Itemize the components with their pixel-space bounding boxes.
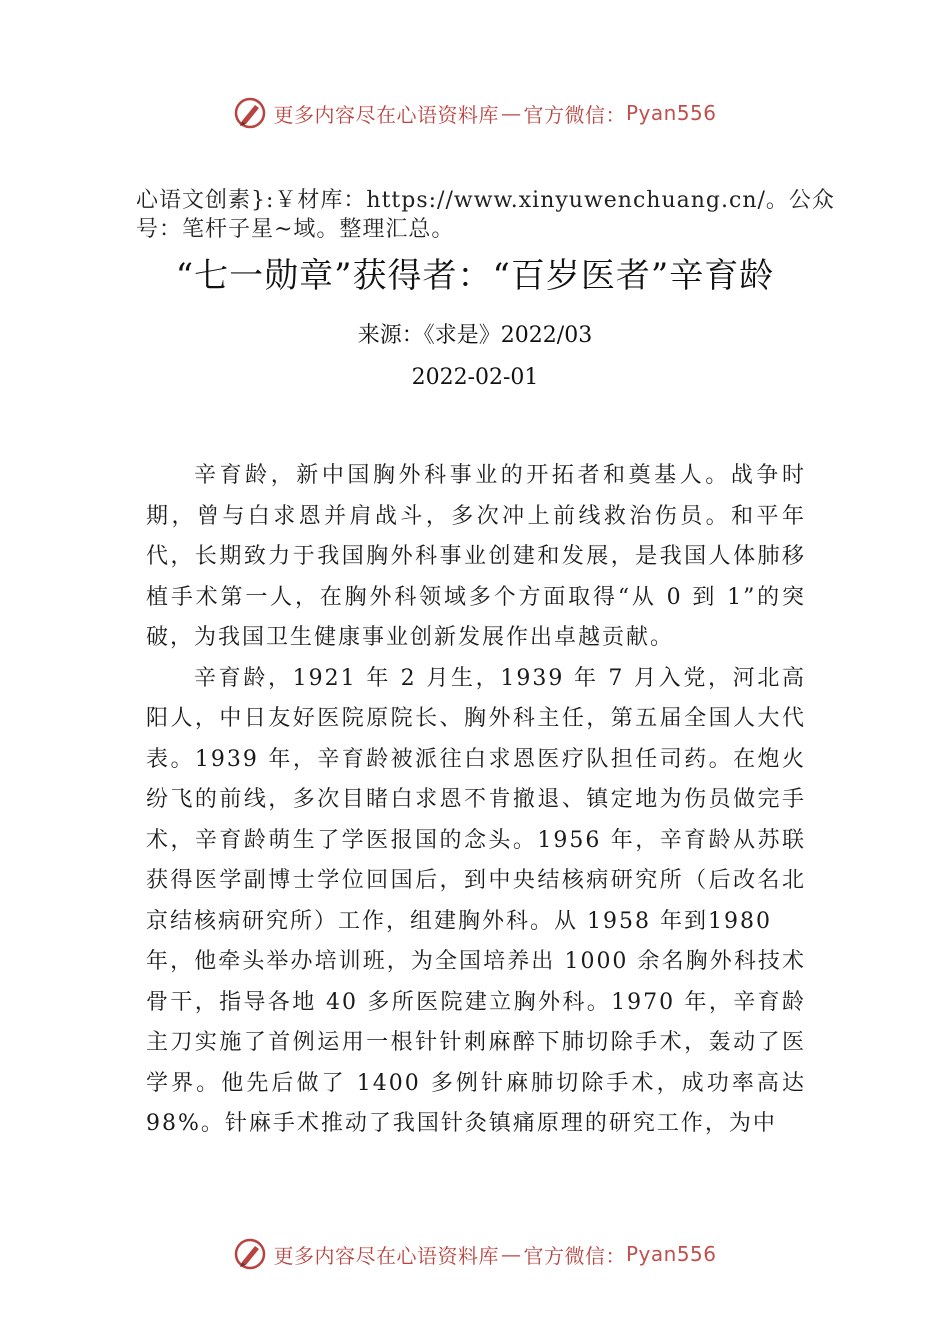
paragraph: 辛育龄，新中国胸外科事业的开拓者和奠基人。战争时期，曾与白求恩并肩战斗，多次冲上前线救治伤员。和平年代，长期致力于我国胸外科事业创建和发展，是我国人体肺移植手术第一人，在胸外科领域多个方面取得“从 0 到 1”的突破，为我国卫生健康事业创新发展作出卓越贡献。 xyxy=(146,463,806,650)
article-source: 来源：《求是》2022/03 xyxy=(357,323,593,348)
paragraph: 年，他牵头举办培训班，为全国培养出 1000 余名胸外科技术骨干，指导各地 40 多所医院建立胸外科。1970 年，辛育龄主刀实施了首例运用一根针针刺麻醉下肺切除手术，轰动了医学界。他先后做了 1400 多例针麻肺切除手术，成功率高达98%。针麻手术推动了我国针灸镇痛原理的研究工作，为中 xyxy=(146,949,806,1136)
pen-logo-icon xyxy=(233,96,267,130)
pen-logo-icon xyxy=(233,1237,267,1271)
watermark-dash: — xyxy=(500,1242,522,1266)
paragraph: 辛育龄，1921 年 2 月生，1939 年 7 月入党，河北高阳人，中日友好医院原院长、胸外科主任，第五届全国人大代表。1939 年，辛育龄被派往白求恩医疗队担任司药。在炮火纷飞的前线，多次目睹白求恩不肯撤退、镇定地为伤员做完手术，辛育龄萌生了学医报国的念头。1956 年，辛育龄从苏联获得医学副博士学位回国后，到中央结核病研究所（后改名北京结核病研究所）工作，组建胸外科。从 1958 年到1980 xyxy=(146,665,806,934)
watermark-dash: — xyxy=(500,101,522,125)
article-date: 2022-02-01 xyxy=(411,365,539,390)
watermark-header xyxy=(0,96,950,130)
watermark-text: 更多内容尽在心语资料库 xyxy=(273,102,499,127)
article-body xyxy=(146,456,806,1145)
source-note: 心语文创素}:￥材库：https://www.xinyuwenchuang.cn/。公众号：笔杆子星~域。整理汇总。 xyxy=(136,188,835,242)
watermark-footer xyxy=(0,1237,950,1271)
watermark-account: Pyan556 xyxy=(625,101,717,125)
watermark-colon: ： xyxy=(605,102,626,127)
watermark-wechat-label: 官方微信 xyxy=(523,1243,606,1268)
article-title: “七一勋章”获得者：“百岁医者”辛育龄 xyxy=(175,256,775,296)
watermark-colon: ： xyxy=(605,1243,626,1268)
watermark-text: 更多内容尽在心语资料库 xyxy=(273,1243,499,1268)
watermark-account: Pyan556 xyxy=(625,1242,717,1266)
watermark-wechat-label: 官方微信 xyxy=(523,102,606,127)
